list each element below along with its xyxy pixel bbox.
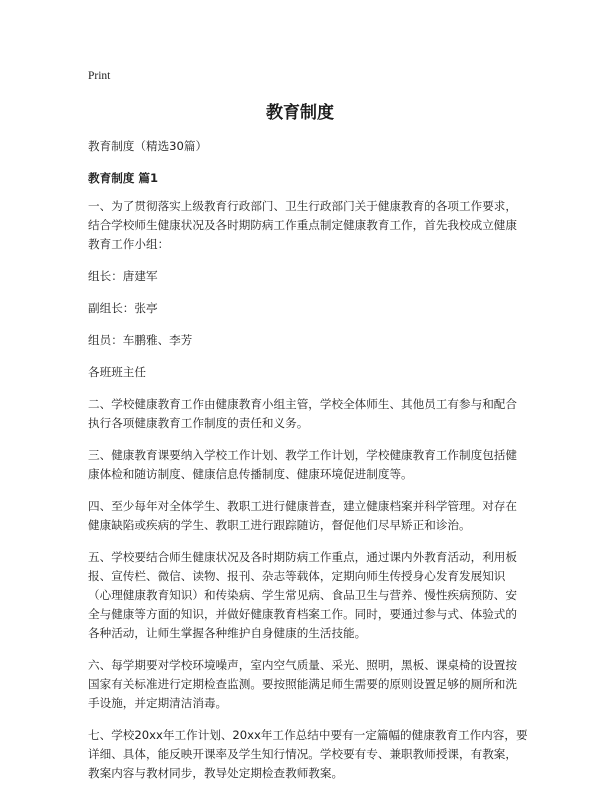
- paragraph: 组长：唐建军: [88, 269, 158, 283]
- paragraph: 副组长：张亭: [88, 301, 158, 315]
- paragraph: 各班班主任: [88, 365, 146, 379]
- document-subtitle: 教育制度（精选30篇）: [88, 139, 208, 153]
- section-heading: 教育制度 篇1: [88, 171, 159, 185]
- paragraph: 五、学校要结合师生健康状况及各时期防病工作重点，通过课内外教育活动，利用板报、宣传栏、微信、读物、报刊、杂志等载体，定期向师生传授身心发育发展知识（心理健康教育知识）和传染病、学生常见病、食品卫生与营养、慢性疾病预防、安全与健康等方面的知识，并做好健康教育档案工作。同时，要通过参与式、体验式的各种活动，让师生掌握各种维护自身健康的生活技能。: [88, 550, 517, 640]
- document-body: [88, 137, 528, 796]
- paragraph: 一、为了贯彻落实上级教育行政部门、卫生行政部门关于健康教育的各项工作要求，结合学校师生健康状况及各时期防病工作重点制定健康教育工作，首先我校成立健康教育工作小组：: [88, 199, 517, 251]
- paragraph: 四、至少每年对全体学生、教职工进行健康普查，建立健康档案并科学管理。对存在健康缺陷或疾病的学生、教职工进行跟踪随访，督促他们尽早矫正和诊治。: [88, 499, 517, 532]
- paragraph: 六、每学期要对学校环境噪声，室内空气质量、采光、照明，黑板、课桌椅的设置按国家有关标准进行定期检查监测。要按照能满足师生需要的原则设置足够的厕所和洗手设施，并定期清洁消毒。: [88, 658, 517, 710]
- paragraph: 二、学校健康教育工作由健康教育小组主管，学校全体师生、其他员工有参与和配合执行各项健康教育工作制度的责任和义务。: [88, 397, 517, 430]
- document-title: 教育制度: [266, 103, 334, 123]
- paragraph: 七、学校20xx年工作计划、20xx年工作总结中要有一定篇幅的健康教育工作内容，要详细、具体，能反映开课率及学生知行情况。学校要有专、兼职教师授课，有教案，教案内容与教材同步，教导处定期检查教师教案。: [88, 728, 528, 780]
- paragraph: 三、健康教育课要纳入学校工作计划、教学工作计划，学校健康教育工作制度包括健康体检和随访制度、健康信息传播制度、健康环境促进制度等。: [88, 448, 517, 481]
- paragraph: 组员：车鹏雅、李芳: [88, 333, 193, 347]
- print-link[interactable]: Print: [88, 70, 111, 82]
